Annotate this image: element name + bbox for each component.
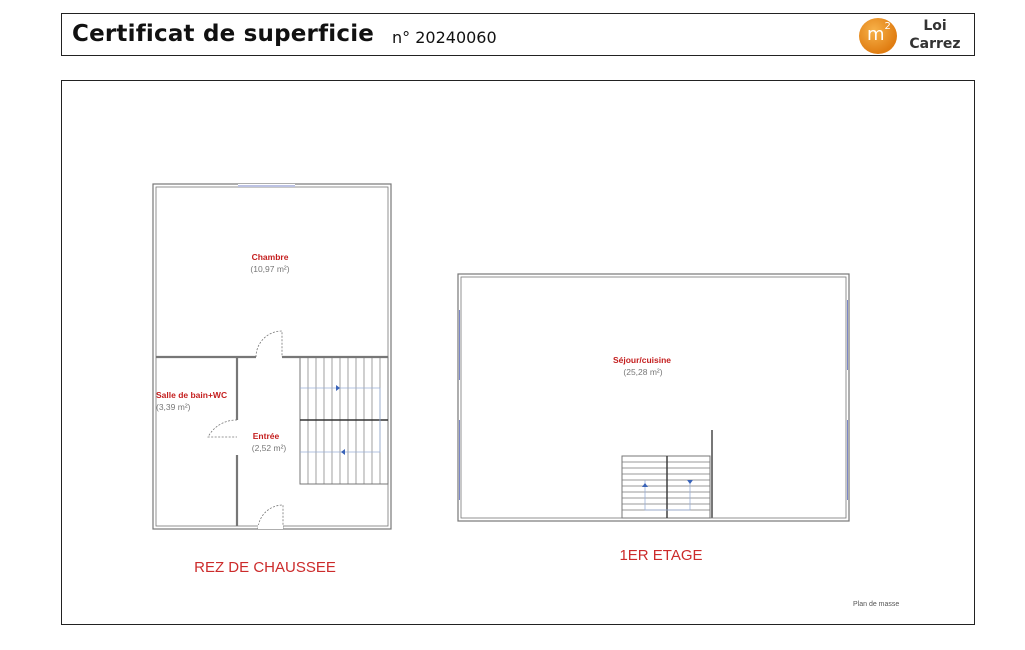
chambre-door-icon [256, 331, 282, 357]
room-name-sejour-cuisine: Séjour/cuisine [612, 355, 672, 365]
m2-logo-exponent: 2 [884, 21, 891, 32]
room-name-salle-de-bain: Salle de bain+WC [156, 390, 228, 400]
first-floor-staircase [622, 456, 710, 518]
stair-arrow-icon [341, 449, 345, 455]
stair-steps [622, 462, 710, 510]
level-label-ground-floor: REZ DE CHAUSSEE [194, 559, 336, 576]
first-floor-outer-wall [458, 274, 849, 521]
room-area-chambre: (10,97 m²) [250, 264, 290, 274]
stair-arrow-icon [336, 385, 340, 391]
room-area-salle-de-bain: (3,39 m²) [156, 402, 191, 412]
stair-arrow-icon [687, 480, 693, 484]
room-name-entree: Entrée [252, 431, 280, 441]
carrez-line: Carrez [909, 36, 961, 52]
room-area-entree: (2,52 m²) [251, 443, 287, 453]
first-floor-inner-wall [461, 277, 846, 518]
certificate-title: Certificat de superficie [72, 21, 375, 47]
bathroom-door-icon [208, 420, 237, 437]
ground-floor-plan [153, 184, 391, 529]
room-name-chambre: Chambre [251, 252, 289, 262]
plan-footer-note: Plan de masse [853, 601, 900, 608]
room-area-sejour-cuisine: (25,28 m²) [623, 367, 663, 377]
first-floor-plan [458, 274, 849, 521]
certificate-number: n° 20240060 [392, 28, 497, 47]
stair-arrow-icon [642, 483, 648, 487]
m2-logo-base: m [867, 24, 885, 45]
level-label-first-floor: 1ER ETAGE [619, 547, 703, 564]
loi-line: Loi [923, 18, 947, 34]
